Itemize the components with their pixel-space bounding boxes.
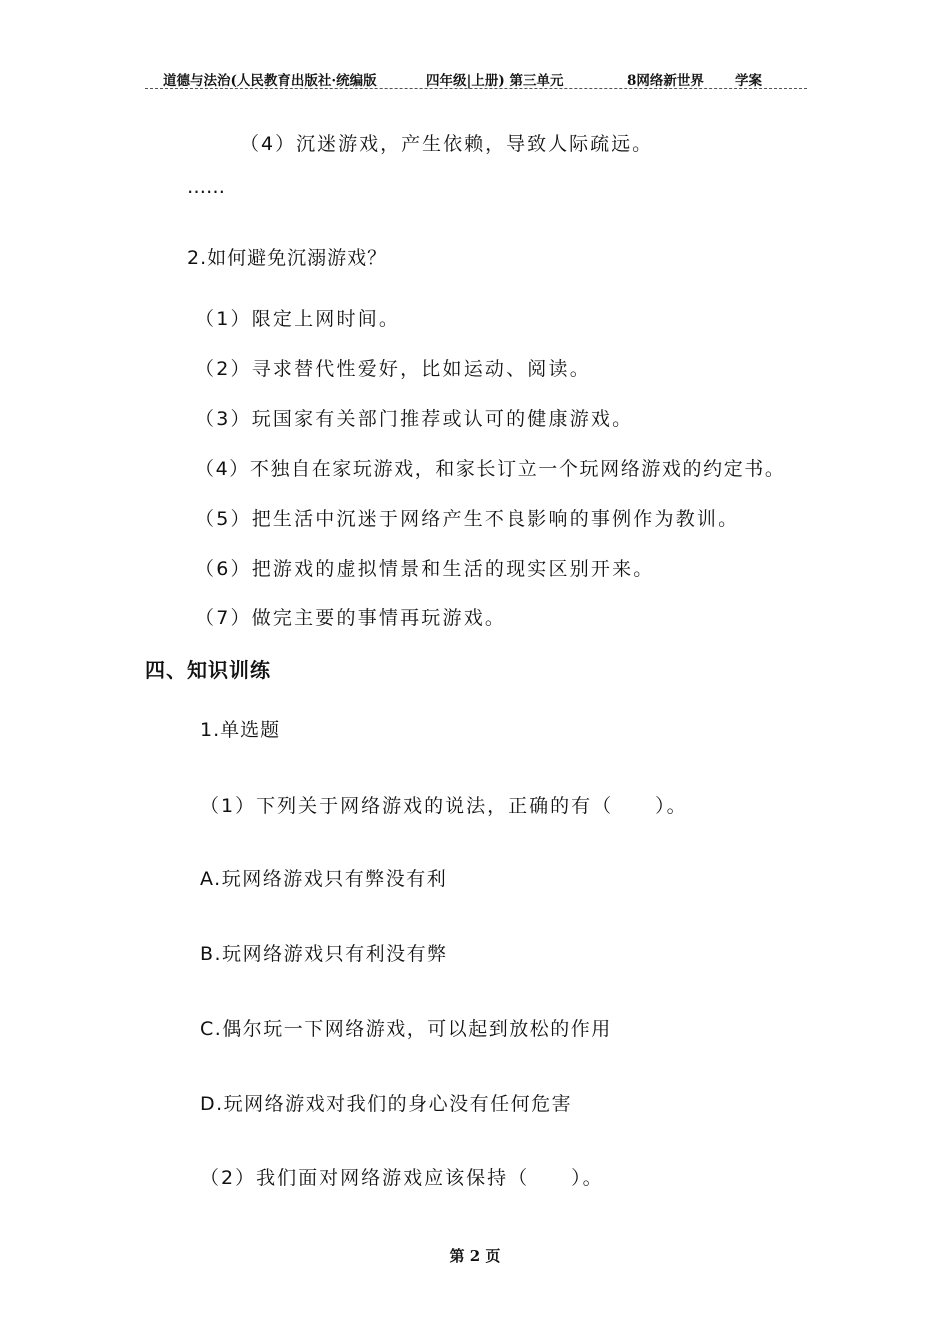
page-number: 第 2 页	[449, 1247, 501, 1265]
list-item: （3）玩国家有关部门推荐或认可的健康游戏。	[195, 408, 634, 430]
option-b: B.玩网络游戏只有利没有弊	[200, 943, 448, 965]
list-item: （6）把游戏的虚拟情景和生活的现实区别开来。	[195, 558, 655, 580]
list-item: （2）寻求替代性爱好，比如运动、阅读。	[195, 358, 591, 380]
header-lesson: 8网络新世界	[627, 73, 704, 89]
header-subject: 道德与法治(人民教育出版社·统编版	[163, 73, 377, 89]
subsection-title: 1.单选题	[200, 719, 281, 741]
page-header	[145, 66, 807, 89]
harm-item-4: （4）沉迷游戏，产生依赖，导致人际疏远。	[240, 133, 654, 155]
question-1-stem: （1）下列关于网络游戏的说法，正确的有（ ）。	[200, 795, 688, 817]
header-grade: 四年级|上册) 第三单元	[426, 73, 564, 89]
ellipsis: ……	[187, 176, 225, 198]
question-2-title: 2.如何避免沉溺游戏？	[187, 247, 388, 269]
list-item: （1）限定上网时间。	[195, 308, 401, 330]
option-a: A.玩网络游戏只有弊没有利	[200, 868, 448, 890]
header-doc-type: 学案	[735, 73, 762, 89]
section-title: 四、知识训练	[145, 658, 271, 682]
list-item: （5）把生活中沉迷于网络产生不良影响的事例作为教训。	[195, 508, 740, 530]
option-d: D.玩网络游戏对我们的身心没有任何危害	[200, 1093, 573, 1115]
list-item: （4）不独自在家玩游戏，和家长订立一个玩网络游戏的约定书。	[195, 458, 786, 480]
option-c: C.偶尔玩一下网络游戏，可以起到放松的作用	[200, 1018, 612, 1040]
list-item: （7）做完主要的事情再玩游戏。	[195, 607, 507, 629]
question-2-stem: （2）我们面对网络游戏应该保持（ ）。	[200, 1167, 604, 1189]
